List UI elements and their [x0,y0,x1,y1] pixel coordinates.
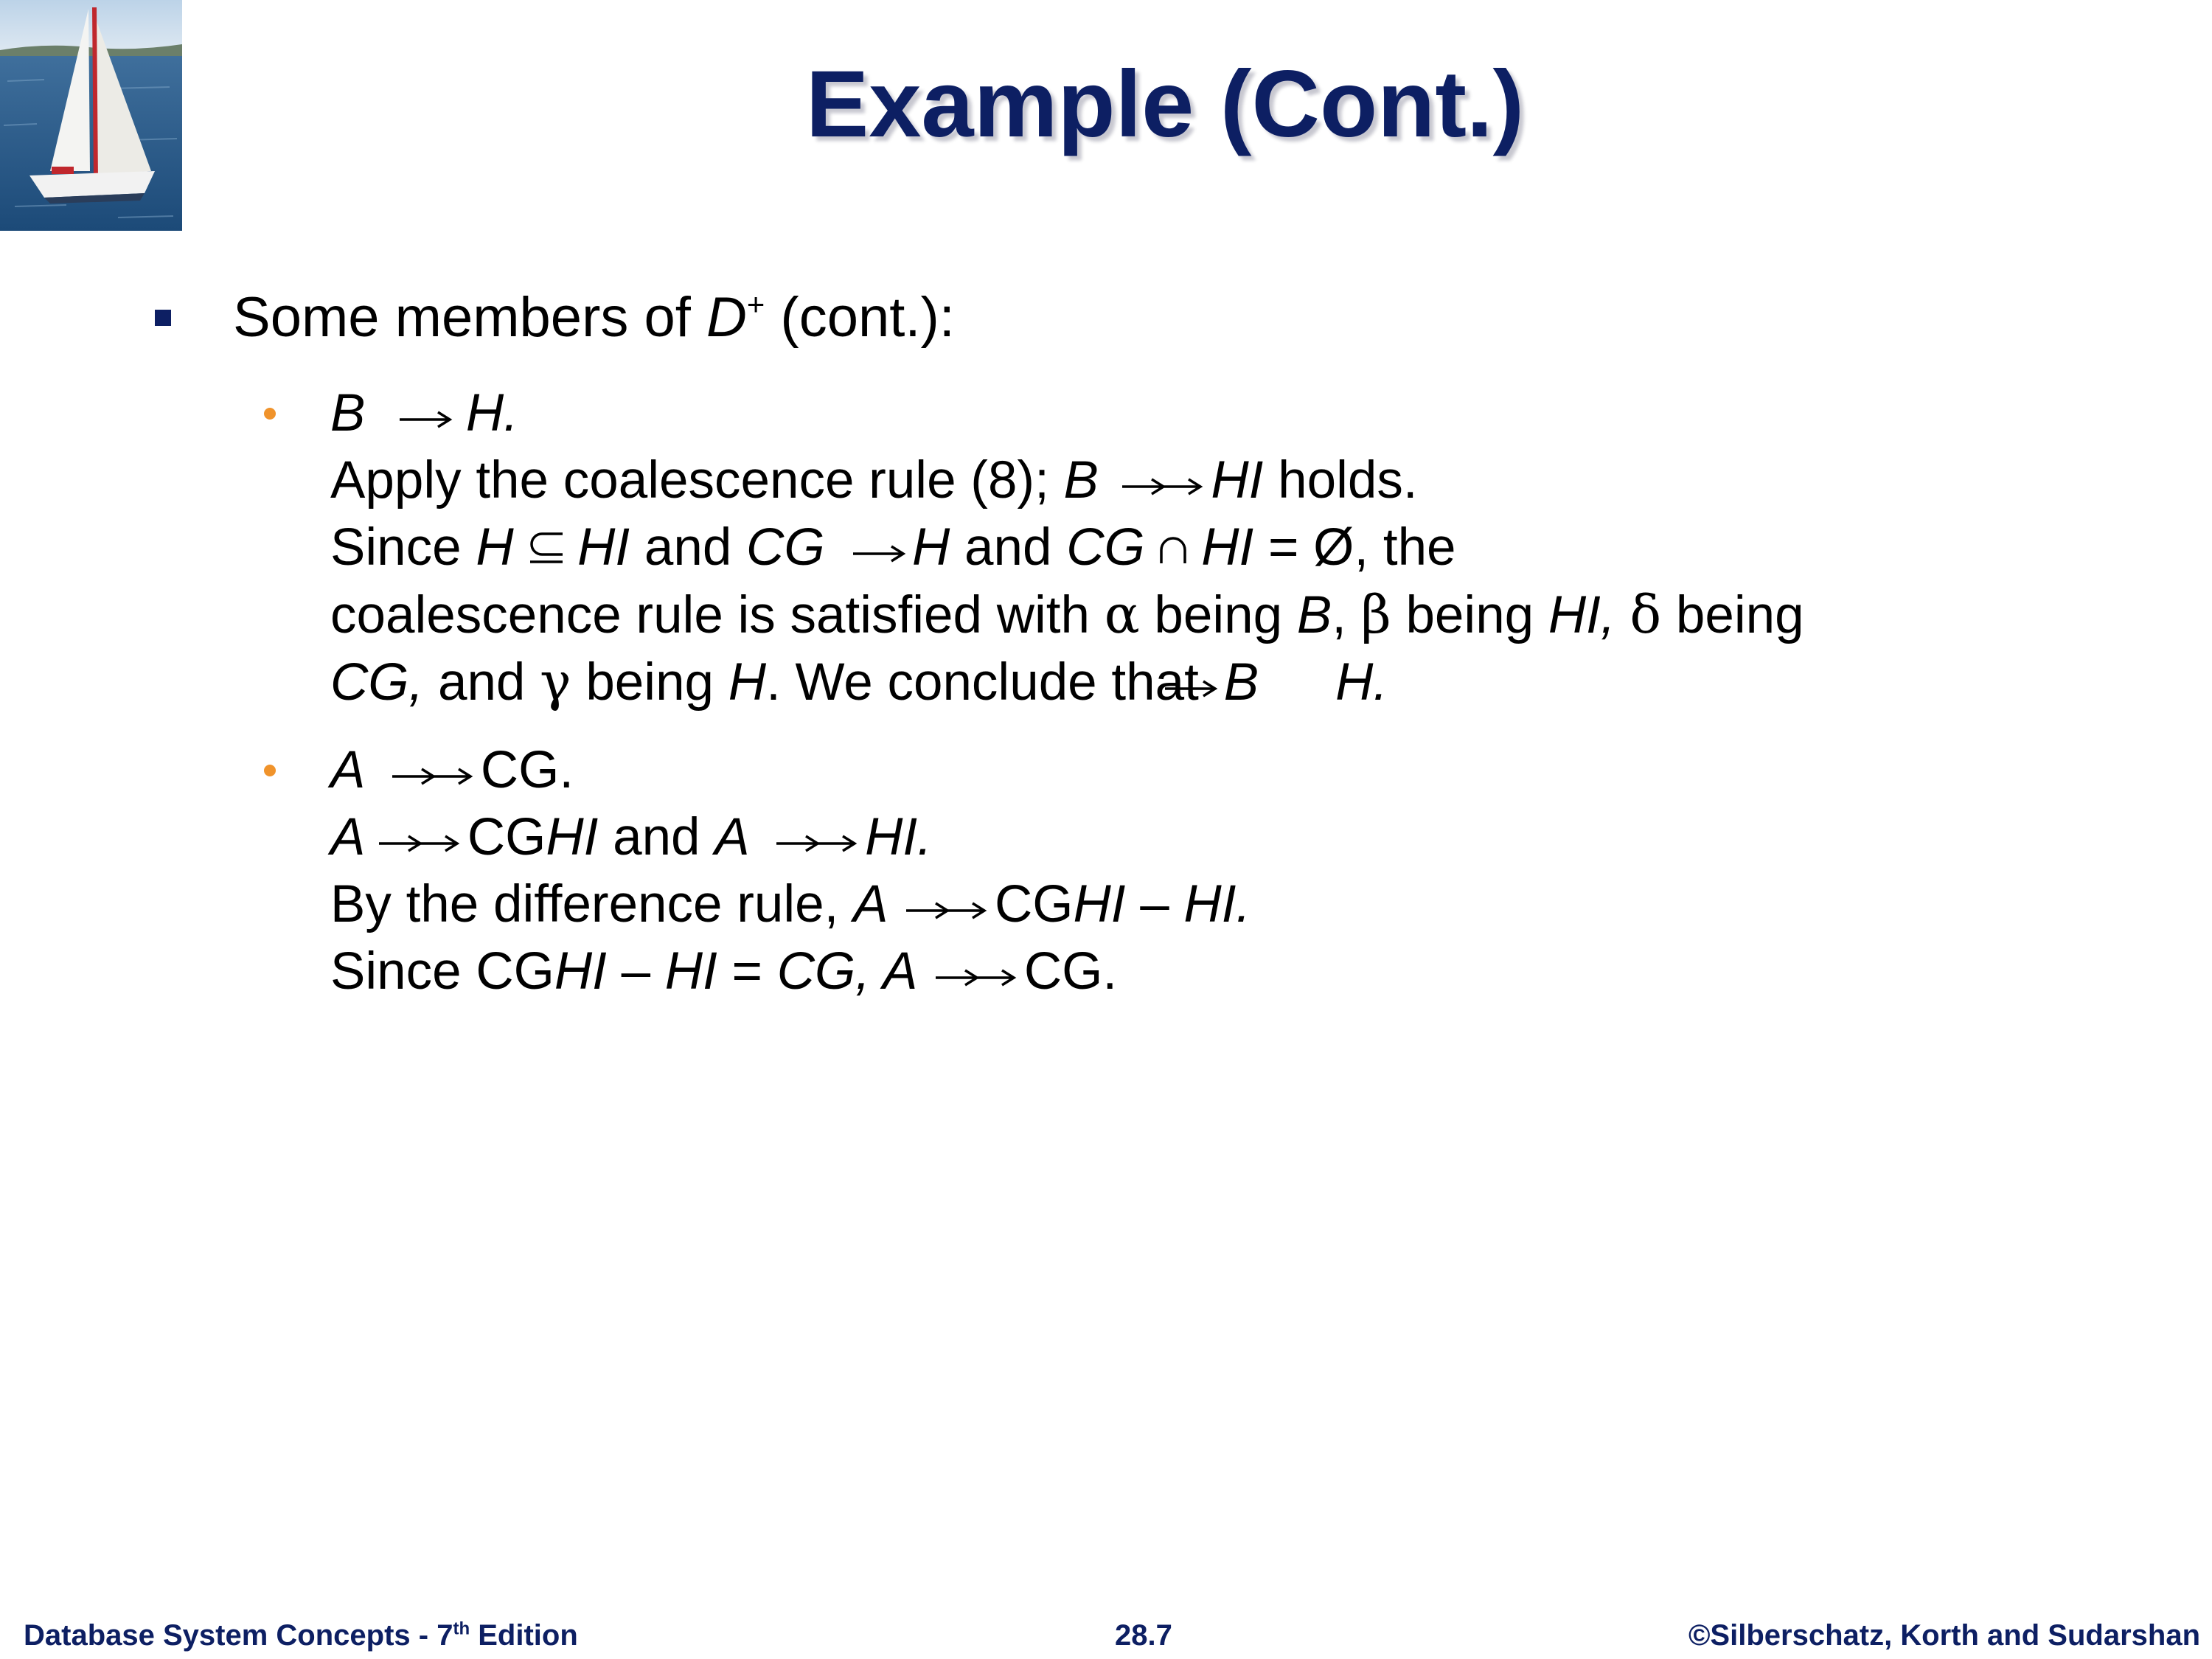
line: coalescence rule is satisfied with α being B, β being HI, δ being [330,584,1804,645]
line: By the difference rule, A CGHI – HI. [330,875,1251,933]
arrow-icon [850,543,909,565]
line: Apply the coalescence rule (8); B HI holds. [330,451,1418,509]
sub-bullet-1 [330,380,1804,715]
intersection-icon [1157,535,1189,565]
footer-page-number: 28.7 [1115,1619,1172,1652]
double-arrow-icon [933,967,1021,989]
footer-book-title: Database System Concepts - 7th Edition [24,1618,578,1652]
line: A CG. [330,741,574,799]
double-arrow-icon [1119,476,1208,498]
double-arrow-icon [389,765,478,787]
bullet-dot-icon [264,408,276,420]
double-arrow-icon [773,832,862,855]
double-arrow-icon [903,900,992,922]
slide-title: Example (Cont.) [805,52,1525,157]
sub-bullet-2 [330,737,1251,1005]
bullet-dot-icon [264,765,276,776]
arrow-icon [1162,678,1221,700]
bullet-intro: Some members of D+ (cont.): [233,286,955,349]
arrow-icon [397,408,456,431]
line: CG, and γ being H. We conclude that B H. [330,651,1388,712]
line: A CGHI and A HI. [330,808,932,866]
double-arrow-icon [376,832,465,855]
subset-icon [526,529,567,565]
line: B H. [330,384,518,442]
bullet-square-icon [155,310,171,326]
line: Since CGHI – HI = CG, A CG. [330,942,1118,1001]
line: Since H HI and CG H and CG HI = Ø, the [330,518,1456,577]
footer-copyright: ©Silberschatz, Korth and Sudarshan [1688,1619,2200,1652]
